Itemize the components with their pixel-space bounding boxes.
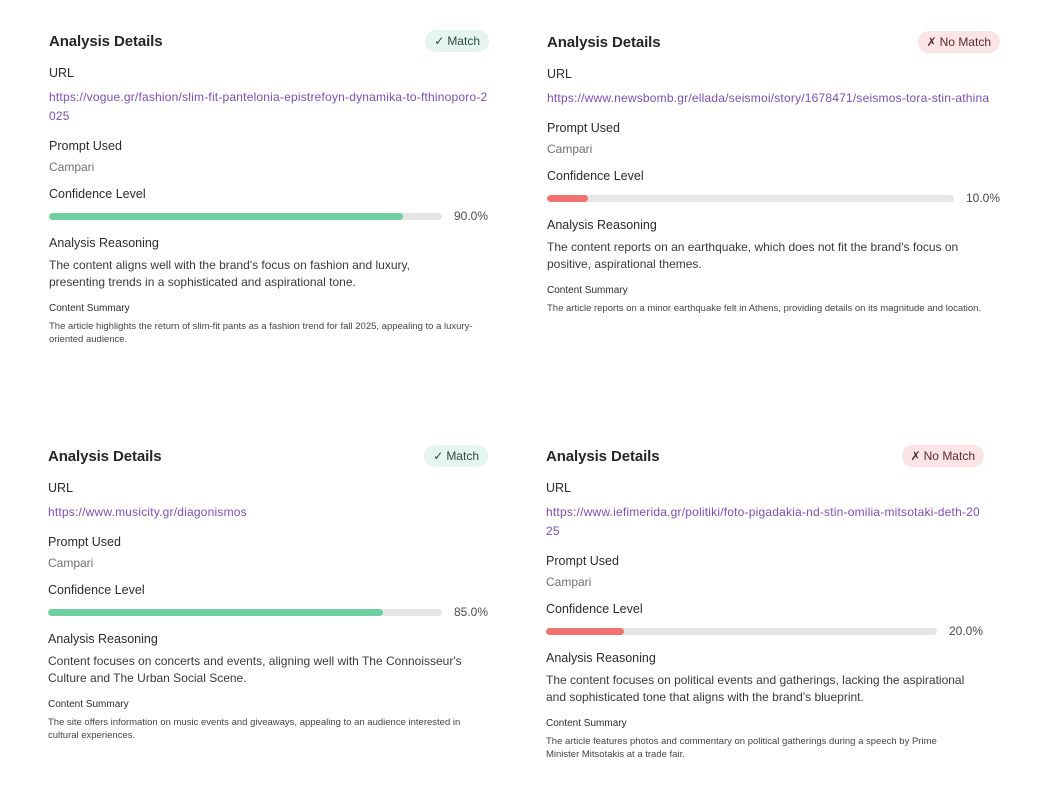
summary-text: The article highlights the return of slim-fit pants as a fashion trend for fall 2025, appealing to a luxury-oriented audience. [49,321,473,345]
match-badge [425,30,489,52]
confidence-fill [48,609,383,616]
confidence-percent: 10.0% [965,191,1000,205]
card-title: Analysis Details [547,33,661,51]
badge-label: No Match [923,449,975,463]
match-badge [424,445,488,467]
confidence-bar [547,195,954,202]
url-label: URL [48,481,74,495]
url-label: URL [547,67,573,81]
confidence-percent: 20.0% [948,624,983,638]
summary-text: The article reports on a minor earthquake felt in Athens, providing details on its magnitude and location. [547,303,982,314]
analysis-card-newsbomb [547,30,1000,315]
no-match-badge [902,445,984,467]
reasoning-text: The content reports on an earthquake, which does not fit the brand's focus on positive, aspirational themes. [547,240,959,271]
url-label: URL [49,66,75,80]
summary-label: Content Summary [48,699,129,710]
card-title: Analysis Details [49,32,163,50]
badge-label: Match [447,34,480,48]
summary-label: Content Summary [546,718,627,729]
url-link[interactable]: https://www.iefimerida.gr/politiki/foto-pigadakia-nd-stin-omilia-mitsotaki-deth-2025 [546,505,980,538]
confidence-fill [546,628,624,635]
x-icon: ✗ [926,35,937,49]
badge-label: Match [446,449,479,463]
summary-label: Content Summary [547,285,628,296]
reasoning-text: Content focuses on concerts and events, aligning well with The Connoisseur's Culture and The Urban Social Scene. [48,654,462,685]
reasoning-label: Analysis Reasoning [48,632,158,646]
prompt-value: Campari [48,556,94,570]
prompt-value: Campari [546,575,592,589]
prompt-label: Prompt Used [546,554,619,568]
reasoning-label: Analysis Reasoning [546,651,656,665]
prompt-label: Prompt Used [547,121,620,135]
analysis-card-vogue [49,29,489,346]
check-icon: ✓ [433,449,444,463]
analysis-card-musicity [48,444,488,742]
summary-label: Content Summary [49,303,130,314]
no-match-badge [918,31,1000,53]
url-link[interactable]: https://vogue.gr/fashion/slim-fit-pantelonia-epistrefoyn-dynamika-to-fthinoporo-2025 [49,90,488,123]
prompt-value: Campari [49,160,95,174]
reasoning-label: Analysis Reasoning [547,218,657,232]
check-icon: ✓ [434,34,445,48]
confidence-percent: 85.0% [453,605,488,619]
url-label: URL [546,481,572,495]
prompt-value: Campari [547,142,593,156]
analysis-card-iefimerida [546,444,984,761]
summary-text: The article features photos and commentary on political gatherings during a speech by Prime Minister Mitsotakis at a trade fair. [546,736,937,760]
confidence-bar [49,213,442,220]
url-link[interactable]: https://www.musicity.gr/diagonismos [48,505,247,519]
confidence-label: Confidence Level [547,169,644,183]
prompt-label: Prompt Used [48,535,121,549]
confidence-label: Confidence Level [48,583,145,597]
x-icon: ✗ [910,449,921,463]
prompt-label: Prompt Used [49,139,122,153]
confidence-label: Confidence Level [49,187,146,201]
confidence-percent: 90.0% [453,209,488,223]
reasoning-text: The content focuses on political events and gatherings, lacking the aspirational and sophisticated tone that aligns with the brand's blueprint. [546,673,965,704]
reasoning-text: The content aligns well with the brand's focus on fashion and luxury, presenting trends in a sophisticated and aspirational tone. [49,258,410,289]
confidence-bar [546,628,937,635]
url-link[interactable]: https://www.newsbomb.gr/ellada/seismoi/story/1678471/seismos-tora-stin-athina [547,91,990,105]
card-title: Analysis Details [48,447,162,465]
confidence-fill [547,195,588,202]
summary-text: The site offers information on music events and giveaways, appealing to an audience interested in cultural experiences. [48,717,461,741]
reasoning-label: Analysis Reasoning [49,236,159,250]
confidence-fill [49,213,403,220]
confidence-bar [48,609,442,616]
card-title: Analysis Details [546,447,660,465]
badge-label: No Match [939,35,991,49]
confidence-label: Confidence Level [546,602,643,616]
